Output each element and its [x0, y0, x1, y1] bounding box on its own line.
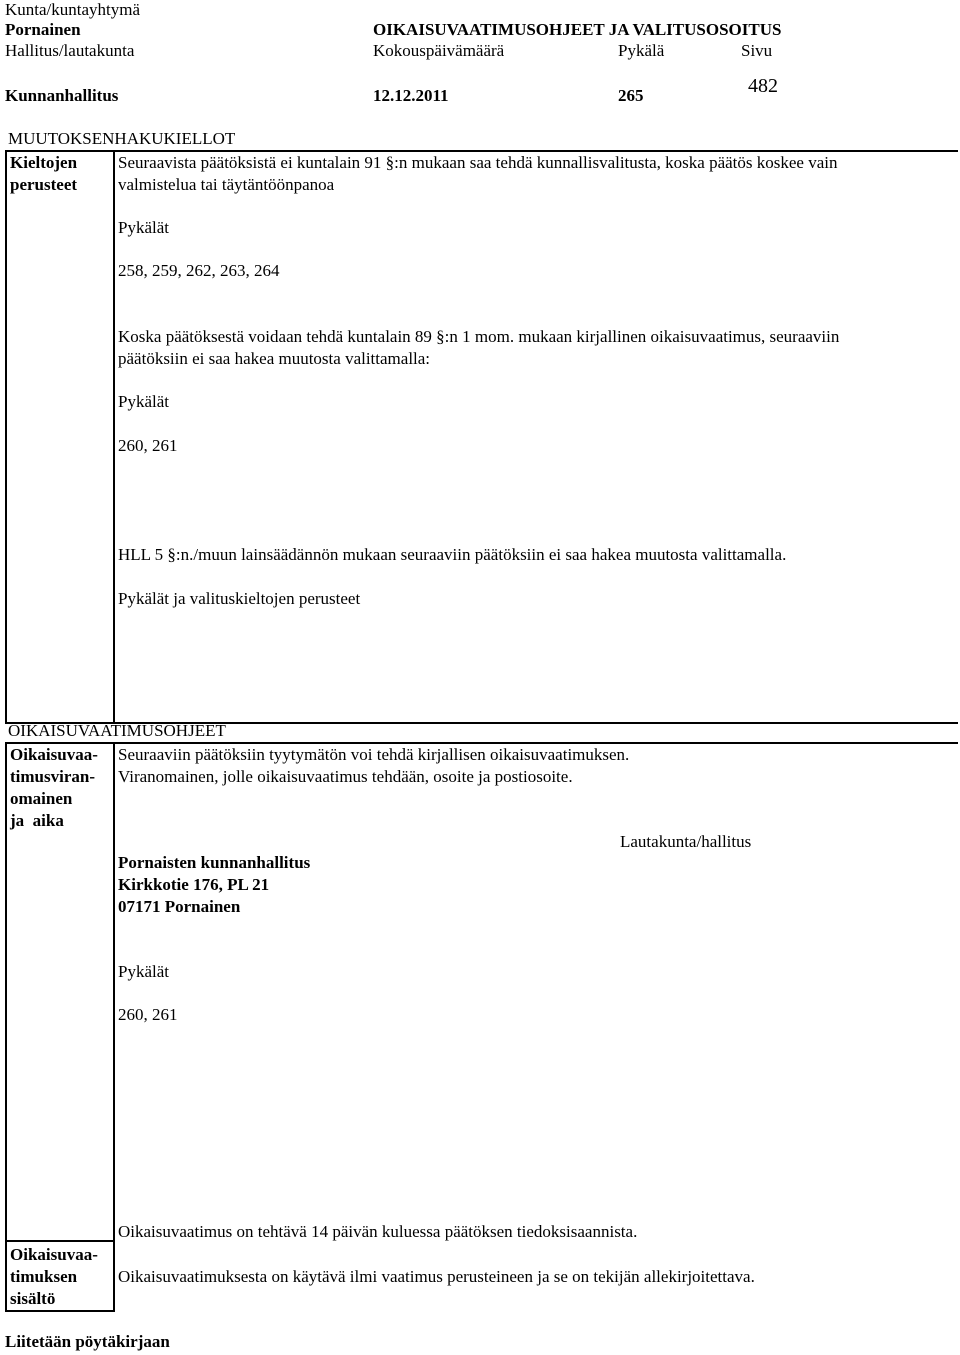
instructions-left-border	[5, 742, 7, 1312]
address-line-1: Pornaisten kunnanhallitus	[118, 853, 311, 872]
instructions-sections-label: Pykälät	[118, 962, 169, 981]
content-side-label-3: sisältö	[10, 1289, 56, 1308]
restrictions-p2-sections: 260, 261	[118, 436, 178, 455]
instructions-heading: OIKAISUVAATIMUSOHJEET	[8, 721, 226, 740]
restrictions-side-label-2: perusteet	[10, 175, 78, 194]
body-value: Kunnanhallitus	[5, 86, 119, 105]
page-number: 482	[748, 75, 778, 97]
content-bottom-rule	[5, 1310, 115, 1312]
restrictions-p2-line1: Koska päätöksestä voidaan tehdä kuntalain 89 §:n 1 mom. mukaan kirjallinen oikaisuvaatimus, seuraaviin	[118, 327, 840, 346]
instructions-sections: 260, 261	[118, 1005, 178, 1024]
content-side-label-2: timuksen	[10, 1267, 78, 1286]
restrictions-heading: MUUTOKSENHAKUKIELLOT	[8, 129, 236, 148]
instructions-line1: Seuraaviin päätöksiin tyytymätön voi tehdä kirjallisen oikaisuvaatimuksen.	[118, 745, 630, 764]
footer-note: Liitetään pöytäkirjaan	[5, 1332, 170, 1351]
instructions-side-label-2: timusviran-	[10, 767, 95, 786]
restrictions-side-label-1: Kieltojen	[10, 153, 78, 172]
restrictions-left-border	[5, 150, 7, 724]
org-name: Pornainen	[5, 20, 81, 39]
restrictions-p1-line1: Seuraavista päätöksistä ei kuntalain 91 §:n mukaan saa tehdä kunnallisvalitusta, koska päätös koskee vain	[118, 153, 838, 172]
meeting-date-value: 12.12.2011	[373, 86, 449, 105]
content-line1: Oikaisuvaatimus on tehtävä 14 päivän kuluessa päätöksen tiedoksisaannista.	[118, 1222, 638, 1241]
restrictions-p3-label: Pykälät ja valituskieltojen perusteet	[118, 589, 361, 608]
content-line2: Oikaisuvaatimuksesta on käytävä ilmi vaatimus perusteineen ja se on tekijän allekirjoitettava.	[118, 1267, 755, 1286]
restrictions-p2-line2: päätöksiin ei saa hakea muutosta valittamalla:	[118, 349, 431, 368]
content-side-label-1: Oikaisuvaa-	[10, 1245, 98, 1264]
section-label: Pykälä	[618, 41, 665, 60]
body-label: Hallitus/lautakunta	[5, 41, 135, 60]
instructions-side-label-1: Oikaisuvaa-	[10, 745, 98, 764]
address-line-3: 07171 Pornainen	[118, 897, 241, 916]
restrictions-p1-line2: valmistelua tai täytäntöönpanoa	[118, 175, 335, 194]
meeting-date-label: Kokouspäivämäärä	[373, 41, 505, 60]
section-value: 265	[618, 86, 644, 105]
restrictions-column-divider	[113, 150, 115, 724]
instructions-right-label: Lautakunta/hallitus	[620, 832, 752, 851]
instructions-side-label-3: omainen	[10, 789, 73, 808]
document-title: OIKAISUVAATIMUSOHJEET JA VALITUSOSOITUS	[373, 20, 782, 39]
instructions-top-rule	[5, 742, 958, 744]
restrictions-p3-line1: HLL 5 §:n./muun lainsäädännön mukaan seuraaviin päätöksiin ei saa hakea muutosta valittamalla.	[118, 545, 787, 564]
restrictions-p1-label: Pykälät	[118, 218, 169, 237]
restrictions-top-rule	[5, 150, 958, 152]
org-type-label: Kunta/kuntayhtymä	[5, 0, 141, 19]
instructions-line2: Viranomainen, jolle oikaisuvaatimus tehdään, osoite ja postiosoite.	[118, 767, 573, 786]
instructions-side-label-4: ja aika	[10, 811, 64, 830]
instructions-column-divider	[113, 742, 115, 1312]
restrictions-p2-label: Pykälät	[118, 392, 169, 411]
restrictions-p1-sections: 258, 259, 262, 263, 264	[118, 261, 280, 280]
content-side-rule	[5, 1240, 115, 1242]
address-line-2: Kirkkotie 176, PL 21	[118, 875, 270, 894]
page-label: Sivu	[741, 41, 773, 60]
